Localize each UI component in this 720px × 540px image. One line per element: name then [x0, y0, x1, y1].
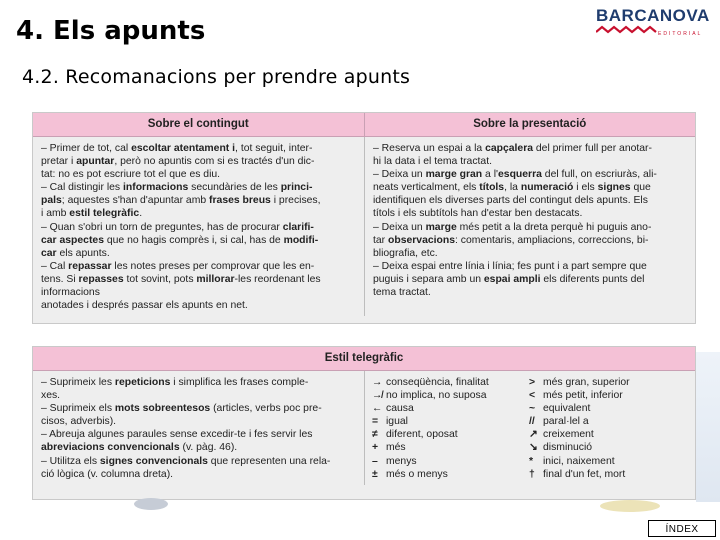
symbol-row: * inici, naixement: [529, 455, 615, 467]
header-telegraphic: Estil telegràfic: [324, 352, 404, 364]
header-content: Sobre el contingut: [147, 118, 249, 130]
decorative-shape: [134, 498, 168, 510]
decorative-illustration: [696, 352, 720, 502]
symbol-row: → conseqüència, finalitat: [372, 377, 489, 388]
telegraphic-style-table: [32, 346, 696, 500]
symbol-row: ↘ disminució: [529, 442, 593, 454]
symbol-row: ± més o menys: [372, 468, 448, 480]
symbol-row: < més petit, inferior: [529, 390, 623, 402]
telegraphic-rules-column: – Suprimeix les repeticions i simplifica les frases comple- xes. – Suprimeix els mots sobreentesos (articles, verbs poc pre- cisos, adverbis). – Abreuja algunes paraules sense excedir-te i fes servir les abreviacions convencionals (v. pàg. 46). – Utilitza els signes convencionals que representen una rela- ció lògica (v. columna dreta).: [33, 371, 365, 485]
symbol-row: ← causa: [372, 403, 414, 415]
index-button[interactable]: ÍNDEX: [648, 520, 716, 537]
symbol-row: // paral·lel a: [529, 416, 589, 428]
content-column: – Primer de tot, cal escoltar atentament i, tot seguit, inter- pretar i apuntar, però no apuntis com si es tractés d'un dic- tat: no es pot escriure tot el que es diu. – Cal distingir les informacions secundàries de les princi- pals; aquestes s'han d'apuntar amb frases breus i precises, i amb estil telegràfic. – Quan s'obri un torn de preguntes, has de procurar clarifi- car aspectes que no hagis comprès i, si cal, has de modifi- car els apunts. – Cal repassar les notes preses per comprovar que les en- tens. Si repasses tot sovint, pots millorar-les reordenant les informacions anotades i després passar els apunts en net.: [33, 137, 365, 316]
logo-text: BARCANOVA: [596, 6, 710, 25]
decorative-shape: [600, 500, 660, 512]
symbol-row: ↛ no implica, no suposa: [372, 390, 487, 402]
symbol-row: > més gran, superior: [529, 377, 630, 388]
symbol-row: – menys: [372, 455, 417, 467]
symbol-row: + més: [372, 442, 406, 454]
presentation-column: – Reserva un espai a la capçalera del primer full per anotar- hi la data i el tema tractat. – Deixa un marge gran a l'esquerra del full, on escriuràs, ali- neats verticalment, els títols, la numeració i els signes que identifiquen els diverses parts del contingut dels apunts. Els títols i els subtítols han d'estar ben destacats. – Deixa un marge més petit a la dreta perquè hi puguis ano- tar observacions: comentaris, ampliacions, correccions, bi- bliografia, etc. – Deixa espai entre línia i línia; fes punt i a part sempre que puguis i separa amb un espai ampli els diferents punts del tema tractat.: [373, 143, 657, 299]
symbol-row: = igual: [372, 416, 408, 428]
page-title: 4. Els apunts: [16, 16, 206, 46]
symbol-row: ~ equivalent: [529, 403, 591, 415]
page-subtitle: 4.2. Recomanacions per prendre apunts: [22, 66, 411, 88]
symbols-column-left: [365, 371, 525, 485]
content-presentation-table: [32, 112, 696, 324]
logo-subtext: EDITORIAL: [658, 31, 703, 37]
symbols-column-right: [525, 371, 695, 485]
header-presentation: Sobre la presentació: [364, 113, 696, 136]
symbol-row: ↗ creixement: [529, 429, 594, 441]
symbol-row: ≠ diferent, oposat: [372, 429, 458, 441]
symbol-row: † final d'un fet, mort: [529, 468, 626, 480]
barcanova-logo: [596, 6, 714, 40]
